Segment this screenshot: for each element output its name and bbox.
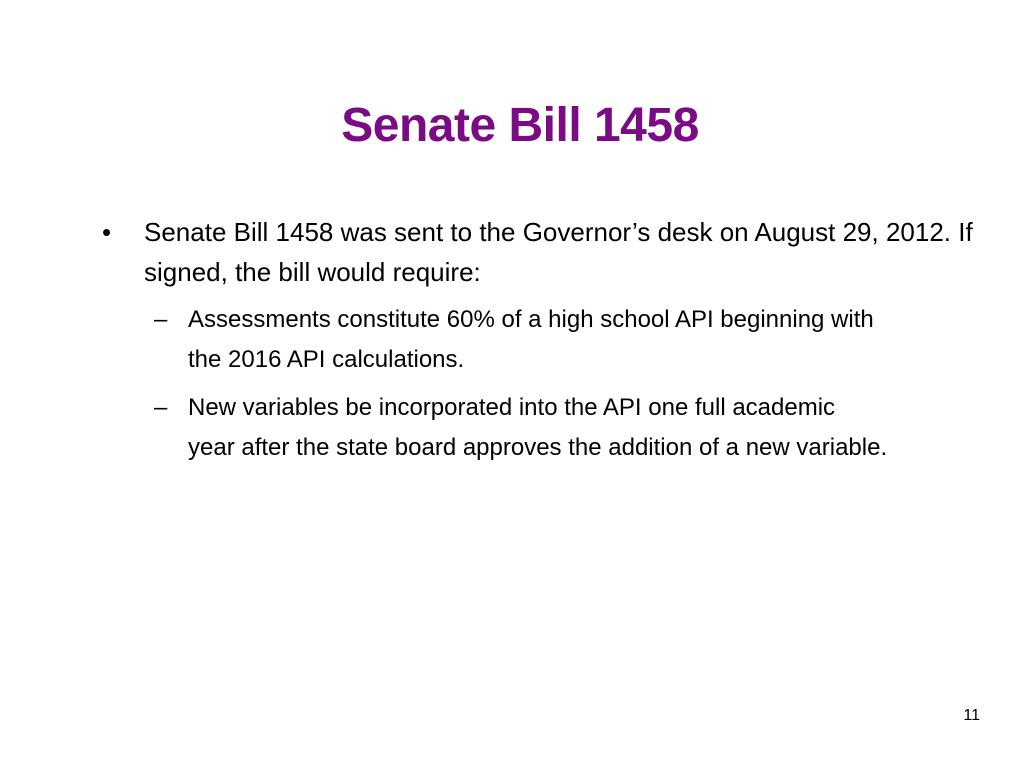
slide-title: Senate Bill 1458 — [341, 99, 699, 152]
bullet-marker: • — [102, 217, 112, 247]
bullet-item — [102, 212, 982, 292]
sub-bullet-item — [154, 388, 888, 468]
sub-bullet-text: New variables be incorporated into the API one full academic year after the state board approves the addition of a new variable. — [188, 394, 888, 461]
page-number: 11 — [963, 707, 980, 724]
bullet-text: Senate Bill 1458 was sent to the Governor’s desk on August 29, 2012. If signed, the bill would require: — [144, 217, 973, 287]
sub-bullet-marker: – — [154, 306, 168, 333]
sub-bullet-item — [154, 300, 888, 380]
sub-bullet-marker: – — [154, 394, 168, 421]
sub-bullet-text: Assessments constitute 60% of a high school API beginning with the 2016 API calculations. — [188, 306, 874, 373]
slide-body — [102, 212, 982, 468]
